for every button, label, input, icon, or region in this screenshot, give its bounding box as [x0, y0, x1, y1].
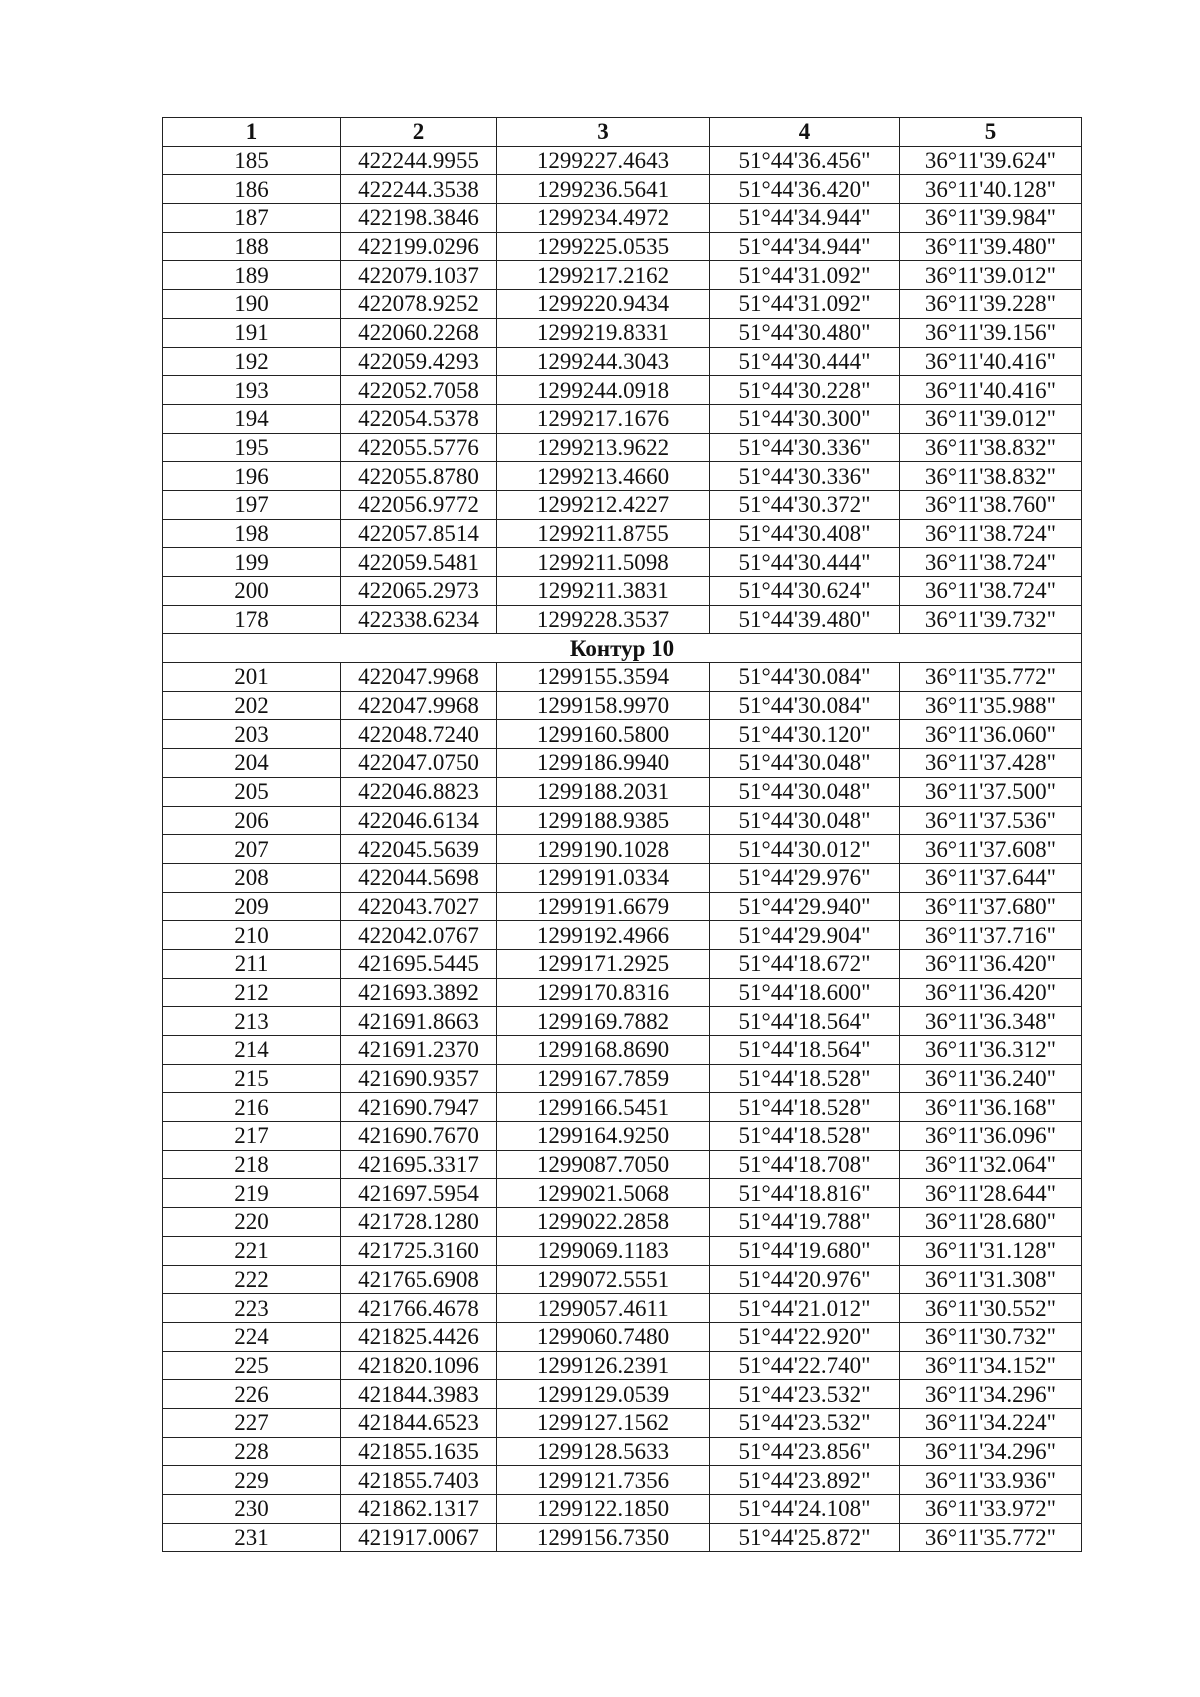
latitude-cell: 51°44'30.624" [710, 577, 900, 606]
y-coordinate-cell: 1299219.8331 [497, 318, 710, 347]
latitude-cell: 51°44'30.444" [710, 548, 900, 577]
latitude-cell: 51°44'36.420" [710, 175, 900, 204]
point-number-cell: 208 [163, 863, 341, 892]
longitude-cell: 36°11'34.296" [900, 1437, 1082, 1466]
point-number-cell: 222 [163, 1265, 341, 1294]
point-number-cell: 218 [163, 1150, 341, 1179]
point-number-cell: 207 [163, 835, 341, 864]
table-body [163, 146, 1082, 1552]
table-row [163, 146, 1082, 175]
table-row [163, 806, 1082, 835]
y-coordinate-cell: 1299087.7050 [497, 1150, 710, 1179]
point-number-cell: 229 [163, 1466, 341, 1495]
latitude-cell: 51°44'30.336" [710, 433, 900, 462]
point-number-cell: 231 [163, 1523, 341, 1552]
point-number-cell: 224 [163, 1322, 341, 1351]
x-coordinate-cell: 422047.9968 [341, 663, 497, 692]
table-row [163, 175, 1082, 204]
longitude-cell: 36°11'40.128" [900, 175, 1082, 204]
latitude-cell: 51°44'30.228" [710, 376, 900, 405]
table-row [163, 1122, 1082, 1151]
point-number-cell: 201 [163, 663, 341, 692]
y-coordinate-cell: 1299167.7859 [497, 1064, 710, 1093]
longitude-cell: 36°11'36.420" [900, 978, 1082, 1007]
table-row [163, 1495, 1082, 1524]
longitude-cell: 36°11'36.060" [900, 720, 1082, 749]
x-coordinate-cell: 421825.4426 [341, 1322, 497, 1351]
point-number-cell: 197 [163, 490, 341, 519]
table-row [163, 978, 1082, 1007]
longitude-cell: 36°11'39.156" [900, 318, 1082, 347]
table-row [163, 1064, 1082, 1093]
table-row [163, 1265, 1082, 1294]
x-coordinate-cell: 422055.8780 [341, 462, 497, 491]
longitude-cell: 36°11'39.624" [900, 146, 1082, 175]
longitude-cell: 36°11'34.296" [900, 1380, 1082, 1409]
latitude-cell: 51°44'30.084" [710, 663, 900, 692]
table-row [163, 691, 1082, 720]
y-coordinate-cell: 1299156.7350 [497, 1523, 710, 1552]
longitude-cell: 36°11'37.608" [900, 835, 1082, 864]
x-coordinate-cell: 422052.7058 [341, 376, 497, 405]
x-coordinate-cell: 422047.9968 [341, 691, 497, 720]
point-number-cell: 178 [163, 605, 341, 634]
y-coordinate-cell: 1299160.5800 [497, 720, 710, 749]
x-coordinate-cell: 422043.7027 [341, 892, 497, 921]
y-coordinate-cell: 1299129.0539 [497, 1380, 710, 1409]
latitude-cell: 51°44'30.048" [710, 777, 900, 806]
table-row [163, 777, 1082, 806]
longitude-cell: 36°11'40.416" [900, 376, 1082, 405]
x-coordinate-cell: 422042.0767 [341, 921, 497, 950]
point-number-cell: 221 [163, 1236, 341, 1265]
longitude-cell: 36°11'39.012" [900, 404, 1082, 433]
table-row [163, 921, 1082, 950]
latitude-cell: 51°44'22.920" [710, 1322, 900, 1351]
y-coordinate-cell: 1299225.0535 [497, 232, 710, 261]
table-row [163, 1294, 1082, 1323]
latitude-cell: 51°44'36.456" [710, 146, 900, 175]
longitude-cell: 36°11'37.716" [900, 921, 1082, 950]
latitude-cell: 51°44'21.012" [710, 1294, 900, 1323]
y-coordinate-cell: 1299166.5451 [497, 1093, 710, 1122]
x-coordinate-cell: 421725.3160 [341, 1236, 497, 1265]
x-coordinate-cell: 421917.0067 [341, 1523, 497, 1552]
point-number-cell: 225 [163, 1351, 341, 1380]
longitude-cell: 36°11'39.480" [900, 232, 1082, 261]
y-coordinate-cell: 1299188.2031 [497, 777, 710, 806]
latitude-cell: 51°44'31.092" [710, 290, 900, 319]
x-coordinate-cell: 421695.5445 [341, 949, 497, 978]
latitude-cell: 51°44'29.976" [710, 863, 900, 892]
table-row [163, 347, 1082, 376]
latitude-cell: 51°44'23.856" [710, 1437, 900, 1466]
longitude-cell: 36°11'36.168" [900, 1093, 1082, 1122]
y-coordinate-cell: 1299168.8690 [497, 1036, 710, 1065]
point-number-cell: 189 [163, 261, 341, 290]
x-coordinate-cell: 421862.1317 [341, 1495, 497, 1524]
y-coordinate-cell: 1299022.2858 [497, 1208, 710, 1237]
table-row [163, 605, 1082, 634]
x-coordinate-cell: 421844.3983 [341, 1380, 497, 1409]
section-title: Контур 10 [163, 634, 1082, 663]
y-coordinate-cell: 1299069.1183 [497, 1236, 710, 1265]
table-row [163, 519, 1082, 548]
x-coordinate-cell: 421693.3892 [341, 978, 497, 1007]
longitude-cell: 36°11'39.732" [900, 605, 1082, 634]
coordinates-table [162, 117, 1082, 1552]
latitude-cell: 51°44'34.944" [710, 204, 900, 233]
table-row [163, 1208, 1082, 1237]
longitude-cell: 36°11'33.936" [900, 1466, 1082, 1495]
latitude-cell: 51°44'24.108" [710, 1495, 900, 1524]
point-number-cell: 228 [163, 1437, 341, 1466]
x-coordinate-cell: 422199.0296 [341, 232, 497, 261]
x-coordinate-cell: 422065.2973 [341, 577, 497, 606]
point-number-cell: 216 [163, 1093, 341, 1122]
table-row [163, 949, 1082, 978]
point-number-cell: 226 [163, 1380, 341, 1409]
longitude-cell: 36°11'34.152" [900, 1351, 1082, 1380]
point-number-cell: 223 [163, 1294, 341, 1323]
longitude-cell: 36°11'37.428" [900, 749, 1082, 778]
y-coordinate-cell: 1299171.2925 [497, 949, 710, 978]
longitude-cell: 36°11'36.420" [900, 949, 1082, 978]
y-coordinate-cell: 1299155.3594 [497, 663, 710, 692]
table-row [163, 1351, 1082, 1380]
table-row [163, 1093, 1082, 1122]
y-coordinate-cell: 1299164.9250 [497, 1122, 710, 1151]
latitude-cell: 51°44'30.336" [710, 462, 900, 491]
x-coordinate-cell: 421844.6523 [341, 1408, 497, 1437]
table-row [163, 749, 1082, 778]
y-coordinate-cell: 1299191.6679 [497, 892, 710, 921]
table-row [163, 1380, 1082, 1409]
latitude-cell: 51°44'30.048" [710, 806, 900, 835]
point-number-cell: 196 [163, 462, 341, 491]
point-number-cell: 193 [163, 376, 341, 405]
longitude-cell: 36°11'35.772" [900, 1523, 1082, 1552]
x-coordinate-cell: 422056.9772 [341, 490, 497, 519]
x-coordinate-cell: 422046.8823 [341, 777, 497, 806]
table-row [163, 548, 1082, 577]
table-header [163, 118, 1082, 147]
y-coordinate-cell: 1299217.2162 [497, 261, 710, 290]
x-coordinate-cell: 422059.4293 [341, 347, 497, 376]
longitude-cell: 36°11'37.680" [900, 892, 1082, 921]
x-coordinate-cell: 421690.9357 [341, 1064, 497, 1093]
table-row [163, 1236, 1082, 1265]
y-coordinate-cell: 1299126.2391 [497, 1351, 710, 1380]
table-row [163, 1437, 1082, 1466]
point-number-cell: 185 [163, 146, 341, 175]
y-coordinate-cell: 1299227.4643 [497, 146, 710, 175]
point-number-cell: 213 [163, 1007, 341, 1036]
latitude-cell: 51°44'30.408" [710, 519, 900, 548]
longitude-cell: 36°11'37.644" [900, 863, 1082, 892]
y-coordinate-cell: 1299211.8755 [497, 519, 710, 548]
point-number-cell: 186 [163, 175, 341, 204]
y-coordinate-cell: 1299021.5068 [497, 1179, 710, 1208]
point-number-cell: 209 [163, 892, 341, 921]
table-row [163, 290, 1082, 319]
table-row [163, 204, 1082, 233]
latitude-cell: 51°44'31.092" [710, 261, 900, 290]
longitude-cell: 36°11'35.772" [900, 663, 1082, 692]
y-coordinate-cell: 1299158.9970 [497, 691, 710, 720]
y-coordinate-cell: 1299186.9940 [497, 749, 710, 778]
y-coordinate-cell: 1299236.5641 [497, 175, 710, 204]
x-coordinate-cell: 421855.1635 [341, 1437, 497, 1466]
table-row [163, 1036, 1082, 1065]
longitude-cell: 36°11'40.416" [900, 347, 1082, 376]
latitude-cell: 51°44'39.480" [710, 605, 900, 634]
longitude-cell: 36°11'36.348" [900, 1007, 1082, 1036]
x-coordinate-cell: 422059.5481 [341, 548, 497, 577]
table-row [163, 318, 1082, 347]
latitude-cell: 51°44'23.532" [710, 1380, 900, 1409]
table-row [163, 433, 1082, 462]
table-row [163, 462, 1082, 491]
longitude-cell: 36°11'39.984" [900, 204, 1082, 233]
longitude-cell: 36°11'31.128" [900, 1236, 1082, 1265]
y-coordinate-cell: 1299127.1562 [497, 1408, 710, 1437]
latitude-cell: 51°44'18.564" [710, 1036, 900, 1065]
x-coordinate-cell: 421820.1096 [341, 1351, 497, 1380]
latitude-cell: 51°44'25.872" [710, 1523, 900, 1552]
latitude-cell: 51°44'18.708" [710, 1150, 900, 1179]
y-coordinate-cell: 1299060.7480 [497, 1322, 710, 1351]
latitude-cell: 51°44'30.300" [710, 404, 900, 433]
y-coordinate-cell: 1299121.7356 [497, 1466, 710, 1495]
point-number-cell: 211 [163, 949, 341, 978]
y-coordinate-cell: 1299192.4966 [497, 921, 710, 950]
y-coordinate-cell: 1299169.7882 [497, 1007, 710, 1036]
y-coordinate-cell: 1299228.3537 [497, 605, 710, 634]
point-number-cell: 215 [163, 1064, 341, 1093]
table-row [163, 577, 1082, 606]
point-number-cell: 194 [163, 404, 341, 433]
point-number-cell: 188 [163, 232, 341, 261]
table-row [163, 835, 1082, 864]
x-coordinate-cell: 422054.5378 [341, 404, 497, 433]
y-coordinate-cell: 1299211.5098 [497, 548, 710, 577]
header-col-4: 4 [710, 118, 900, 147]
latitude-cell: 51°44'29.940" [710, 892, 900, 921]
latitude-cell: 51°44'23.532" [710, 1408, 900, 1437]
x-coordinate-cell: 422046.6134 [341, 806, 497, 835]
x-coordinate-cell: 422078.9252 [341, 290, 497, 319]
point-number-cell: 206 [163, 806, 341, 835]
table-row [163, 1408, 1082, 1437]
longitude-cell: 36°11'32.064" [900, 1150, 1082, 1179]
y-coordinate-cell: 1299190.1028 [497, 835, 710, 864]
point-number-cell: 199 [163, 548, 341, 577]
x-coordinate-cell: 422045.5639 [341, 835, 497, 864]
latitude-cell: 51°44'30.444" [710, 347, 900, 376]
latitude-cell: 51°44'30.012" [710, 835, 900, 864]
longitude-cell: 36°11'39.228" [900, 290, 1082, 319]
y-coordinate-cell: 1299244.0918 [497, 376, 710, 405]
latitude-cell: 51°44'18.600" [710, 978, 900, 1007]
latitude-cell: 51°44'30.480" [710, 318, 900, 347]
point-number-cell: 200 [163, 577, 341, 606]
longitude-cell: 36°11'36.240" [900, 1064, 1082, 1093]
longitude-cell: 36°11'38.760" [900, 490, 1082, 519]
latitude-cell: 51°44'18.564" [710, 1007, 900, 1036]
point-number-cell: 191 [163, 318, 341, 347]
table-row [163, 1179, 1082, 1208]
y-coordinate-cell: 1299128.5633 [497, 1437, 710, 1466]
x-coordinate-cell: 421691.2370 [341, 1036, 497, 1065]
y-coordinate-cell: 1299122.1850 [497, 1495, 710, 1524]
table-row [163, 490, 1082, 519]
longitude-cell: 36°11'31.308" [900, 1265, 1082, 1294]
header-row [163, 118, 1082, 147]
x-coordinate-cell: 421766.4678 [341, 1294, 497, 1323]
latitude-cell: 51°44'18.528" [710, 1122, 900, 1151]
point-number-cell: 219 [163, 1179, 341, 1208]
longitude-cell: 36°11'38.832" [900, 462, 1082, 491]
x-coordinate-cell: 422060.2268 [341, 318, 497, 347]
x-coordinate-cell: 421855.7403 [341, 1466, 497, 1495]
y-coordinate-cell: 1299211.3831 [497, 577, 710, 606]
latitude-cell: 51°44'30.120" [710, 720, 900, 749]
latitude-cell: 51°44'30.372" [710, 490, 900, 519]
point-number-cell: 214 [163, 1036, 341, 1065]
point-number-cell: 190 [163, 290, 341, 319]
latitude-cell: 51°44'34.944" [710, 232, 900, 261]
y-coordinate-cell: 1299213.4660 [497, 462, 710, 491]
table-row [163, 892, 1082, 921]
latitude-cell: 51°44'18.672" [710, 949, 900, 978]
latitude-cell: 51°44'20.976" [710, 1265, 900, 1294]
x-coordinate-cell: 421690.7670 [341, 1122, 497, 1151]
x-coordinate-cell: 421728.1280 [341, 1208, 497, 1237]
x-coordinate-cell: 422044.5698 [341, 863, 497, 892]
longitude-cell: 36°11'30.732" [900, 1322, 1082, 1351]
longitude-cell: 36°11'30.552" [900, 1294, 1082, 1323]
point-number-cell: 204 [163, 749, 341, 778]
y-coordinate-cell: 1299072.5551 [497, 1265, 710, 1294]
table-row [163, 376, 1082, 405]
table-row [163, 720, 1082, 749]
longitude-cell: 36°11'34.224" [900, 1408, 1082, 1437]
x-coordinate-cell: 422047.0750 [341, 749, 497, 778]
point-number-cell: 212 [163, 978, 341, 1007]
longitude-cell: 36°11'37.500" [900, 777, 1082, 806]
y-coordinate-cell: 1299220.9434 [497, 290, 710, 319]
x-coordinate-cell: 422079.1037 [341, 261, 497, 290]
y-coordinate-cell: 1299170.8316 [497, 978, 710, 1007]
longitude-cell: 36°11'36.096" [900, 1122, 1082, 1151]
longitude-cell: 36°11'38.724" [900, 519, 1082, 548]
point-number-cell: 205 [163, 777, 341, 806]
latitude-cell: 51°44'19.788" [710, 1208, 900, 1237]
x-coordinate-cell: 421690.7947 [341, 1093, 497, 1122]
point-number-cell: 220 [163, 1208, 341, 1237]
latitude-cell: 51°44'18.528" [710, 1064, 900, 1093]
point-number-cell: 187 [163, 204, 341, 233]
y-coordinate-cell: 1299057.4611 [497, 1294, 710, 1323]
y-coordinate-cell: 1299217.1676 [497, 404, 710, 433]
point-number-cell: 198 [163, 519, 341, 548]
y-coordinate-cell: 1299212.4227 [497, 490, 710, 519]
point-number-cell: 192 [163, 347, 341, 376]
point-number-cell: 195 [163, 433, 341, 462]
latitude-cell: 51°44'23.892" [710, 1466, 900, 1495]
x-coordinate-cell: 422244.9955 [341, 146, 497, 175]
header-col-1: 1 [163, 118, 341, 147]
table-row [163, 1466, 1082, 1495]
longitude-cell: 36°11'28.644" [900, 1179, 1082, 1208]
point-number-cell: 230 [163, 1495, 341, 1524]
point-number-cell: 210 [163, 921, 341, 950]
table-row [163, 863, 1082, 892]
longitude-cell: 36°11'38.724" [900, 548, 1082, 577]
longitude-cell: 36°11'35.988" [900, 691, 1082, 720]
x-coordinate-cell: 422198.3846 [341, 204, 497, 233]
x-coordinate-cell: 422048.7240 [341, 720, 497, 749]
longitude-cell: 36°11'38.832" [900, 433, 1082, 462]
x-coordinate-cell: 421691.8663 [341, 1007, 497, 1036]
table-row [163, 1523, 1082, 1552]
header-col-5: 5 [900, 118, 1082, 147]
latitude-cell: 51°44'18.816" [710, 1179, 900, 1208]
header-col-3: 3 [497, 118, 710, 147]
longitude-cell: 36°11'33.972" [900, 1495, 1082, 1524]
section-row [163, 634, 1082, 663]
y-coordinate-cell: 1299244.3043 [497, 347, 710, 376]
longitude-cell: 36°11'37.536" [900, 806, 1082, 835]
latitude-cell: 51°44'19.680" [710, 1236, 900, 1265]
point-number-cell: 202 [163, 691, 341, 720]
longitude-cell: 36°11'38.724" [900, 577, 1082, 606]
table-row [163, 232, 1082, 261]
longitude-cell: 36°11'36.312" [900, 1036, 1082, 1065]
table-row [163, 1150, 1082, 1179]
table-row [163, 261, 1082, 290]
header-col-2: 2 [341, 118, 497, 147]
y-coordinate-cell: 1299213.9622 [497, 433, 710, 462]
point-number-cell: 217 [163, 1122, 341, 1151]
latitude-cell: 51°44'30.084" [710, 691, 900, 720]
table-row [163, 663, 1082, 692]
latitude-cell: 51°44'18.528" [710, 1093, 900, 1122]
point-number-cell: 227 [163, 1408, 341, 1437]
table-row [163, 1322, 1082, 1351]
latitude-cell: 51°44'30.048" [710, 749, 900, 778]
y-coordinate-cell: 1299191.0334 [497, 863, 710, 892]
y-coordinate-cell: 1299188.9385 [497, 806, 710, 835]
latitude-cell: 51°44'29.904" [710, 921, 900, 950]
x-coordinate-cell: 422244.3538 [341, 175, 497, 204]
x-coordinate-cell: 421765.6908 [341, 1265, 497, 1294]
latitude-cell: 51°44'22.740" [710, 1351, 900, 1380]
y-coordinate-cell: 1299234.4972 [497, 204, 710, 233]
table-row [163, 1007, 1082, 1036]
x-coordinate-cell: 422055.5776 [341, 433, 497, 462]
longitude-cell: 36°11'39.012" [900, 261, 1082, 290]
x-coordinate-cell: 422338.6234 [341, 605, 497, 634]
point-number-cell: 203 [163, 720, 341, 749]
x-coordinate-cell: 421697.5954 [341, 1179, 497, 1208]
x-coordinate-cell: 422057.8514 [341, 519, 497, 548]
table-row [163, 404, 1082, 433]
x-coordinate-cell: 421695.3317 [341, 1150, 497, 1179]
longitude-cell: 36°11'28.680" [900, 1208, 1082, 1237]
